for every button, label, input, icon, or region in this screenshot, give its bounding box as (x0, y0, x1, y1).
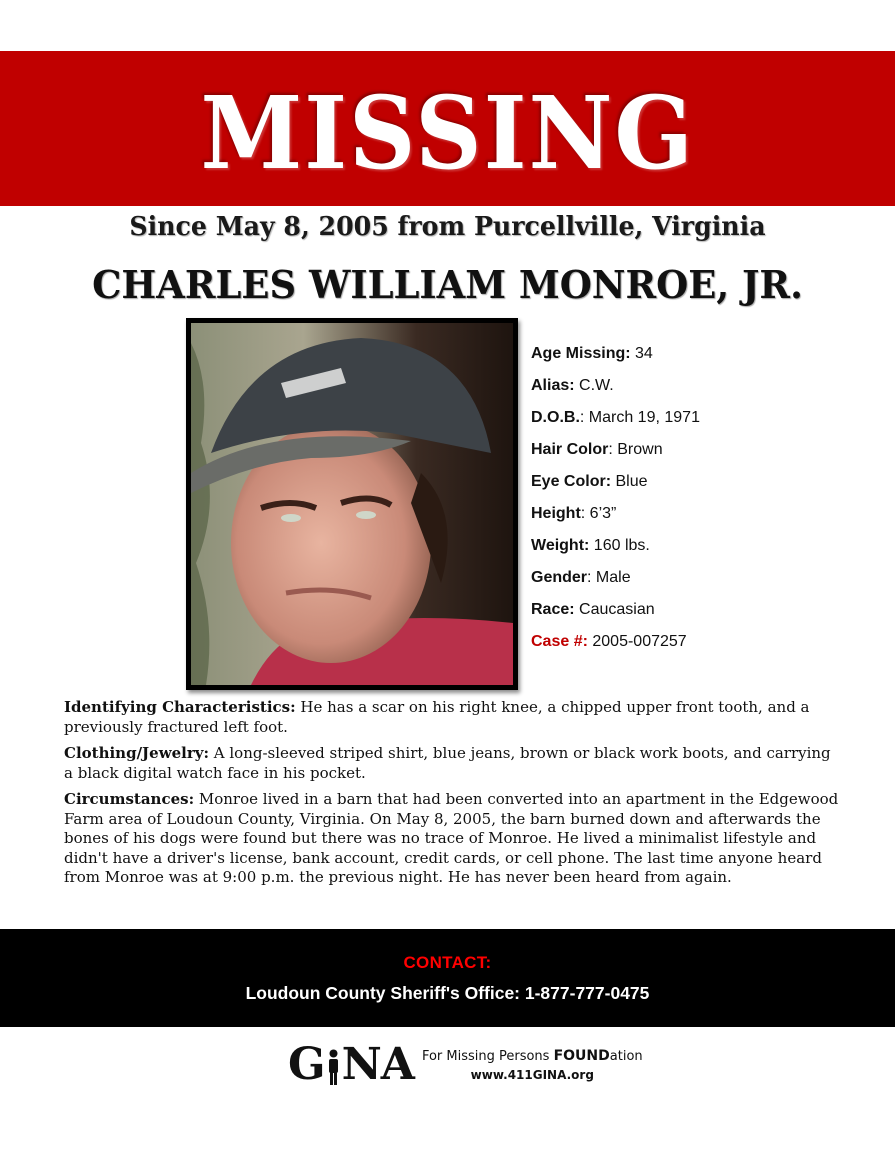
detail-value: Blue (611, 473, 648, 490)
para-text: He has a scar on his right knee, a chipped upper front tooth, and a previously fractured left foot. (64, 698, 810, 736)
contact-label: CONTACT: (403, 953, 492, 972)
detail-label: Alias: (531, 377, 575, 394)
missing-since-line: Since May 8, 2005 from Purcellville, Virginia (129, 212, 766, 242)
contact-bar (0, 929, 895, 1027)
detail-label: Weight: (531, 537, 590, 554)
detail-eye-color (531, 471, 871, 503)
identifying-characteristics (64, 698, 844, 737)
gina-logo (288, 1039, 414, 1090)
detail-height (531, 503, 871, 535)
detail-dob (531, 407, 871, 439)
detail-value: : Male (587, 569, 631, 586)
detail-weight (531, 535, 871, 567)
para-label: Clothing/Jewelry: (64, 744, 209, 762)
gina-footer (288, 1039, 643, 1090)
detail-value: : March 19, 1971 (579, 409, 700, 426)
detail-value: 2005-007257 (587, 633, 687, 650)
detail-alias (531, 375, 871, 407)
gina-text (422, 1047, 643, 1084)
logo-letter-g: G (288, 1039, 325, 1090)
detail-value: : 6’3” (580, 505, 617, 522)
para-text: A long-sleeved striped shirt, blue jeans, brown or black work boots, and carrying a black digital watch face in his pocket. (64, 744, 831, 782)
gina-url[interactable]: www.411GINA.org (470, 1067, 594, 1082)
detail-label: D.O.B. (531, 409, 580, 426)
detail-label: Age Missing: (531, 345, 631, 362)
tagline-bold: FOUND (553, 1047, 610, 1064)
tagline-pre: For Missing Persons (421, 1048, 554, 1064)
banner-title: MISSING (200, 73, 695, 192)
missing-banner (0, 51, 895, 206)
para-label: Identifying Characteristics: (64, 698, 296, 716)
detail-hair-color (531, 439, 871, 471)
details-list (531, 343, 871, 663)
detail-label: Case #: (531, 633, 588, 650)
portrait-photo (191, 323, 513, 685)
contact-phone-line: Loudoun County Sheriff's Office: 1-877-777-0475 (245, 983, 650, 1003)
person-icon (327, 1049, 340, 1085)
detail-age-missing (531, 343, 871, 375)
circumstances (64, 790, 844, 888)
para-label: Circumstances: (64, 790, 195, 808)
detail-case-number (531, 631, 871, 663)
clothing-jewelry (64, 744, 844, 783)
detail-label: Gender (531, 569, 588, 586)
detail-value: C.W. (574, 377, 614, 394)
detail-label: Race: (531, 601, 575, 618)
gina-tagline (422, 1047, 643, 1066)
detail-value: Caucasian (574, 601, 655, 618)
detail-value: 160 lbs. (589, 537, 650, 554)
detail-race (531, 599, 871, 631)
detail-value: : Brown (608, 441, 663, 458)
logo-letters-na: NA (341, 1039, 414, 1090)
para-text: Monroe lived in a barn that had been converted into an apartment in the Edgewood Farm area of Loudoun County, Virginia. On May 8, 2005, the barn burned down and afterwards the bones of his dogs were found but there was no trace of Monroe. He lived a minimalist lifestyle and didn't have a driver's license, bank account, credit cards, or cell phone. The last time anyone heard from Monroe was at 9:00 p.m. the previous night. He has never been heard from again. (64, 790, 839, 886)
narrative-section (64, 698, 844, 895)
person-name: CHARLES WILLIAM MONROE, JR. (92, 262, 803, 307)
detail-label: Eye Color: (531, 473, 612, 490)
detail-label: Height (531, 505, 581, 522)
detail-label: Hair Color (531, 441, 609, 458)
detail-value: 34 (630, 345, 653, 362)
tagline-post: ation (609, 1048, 643, 1064)
detail-gender (531, 567, 871, 599)
photo-frame (186, 318, 518, 690)
